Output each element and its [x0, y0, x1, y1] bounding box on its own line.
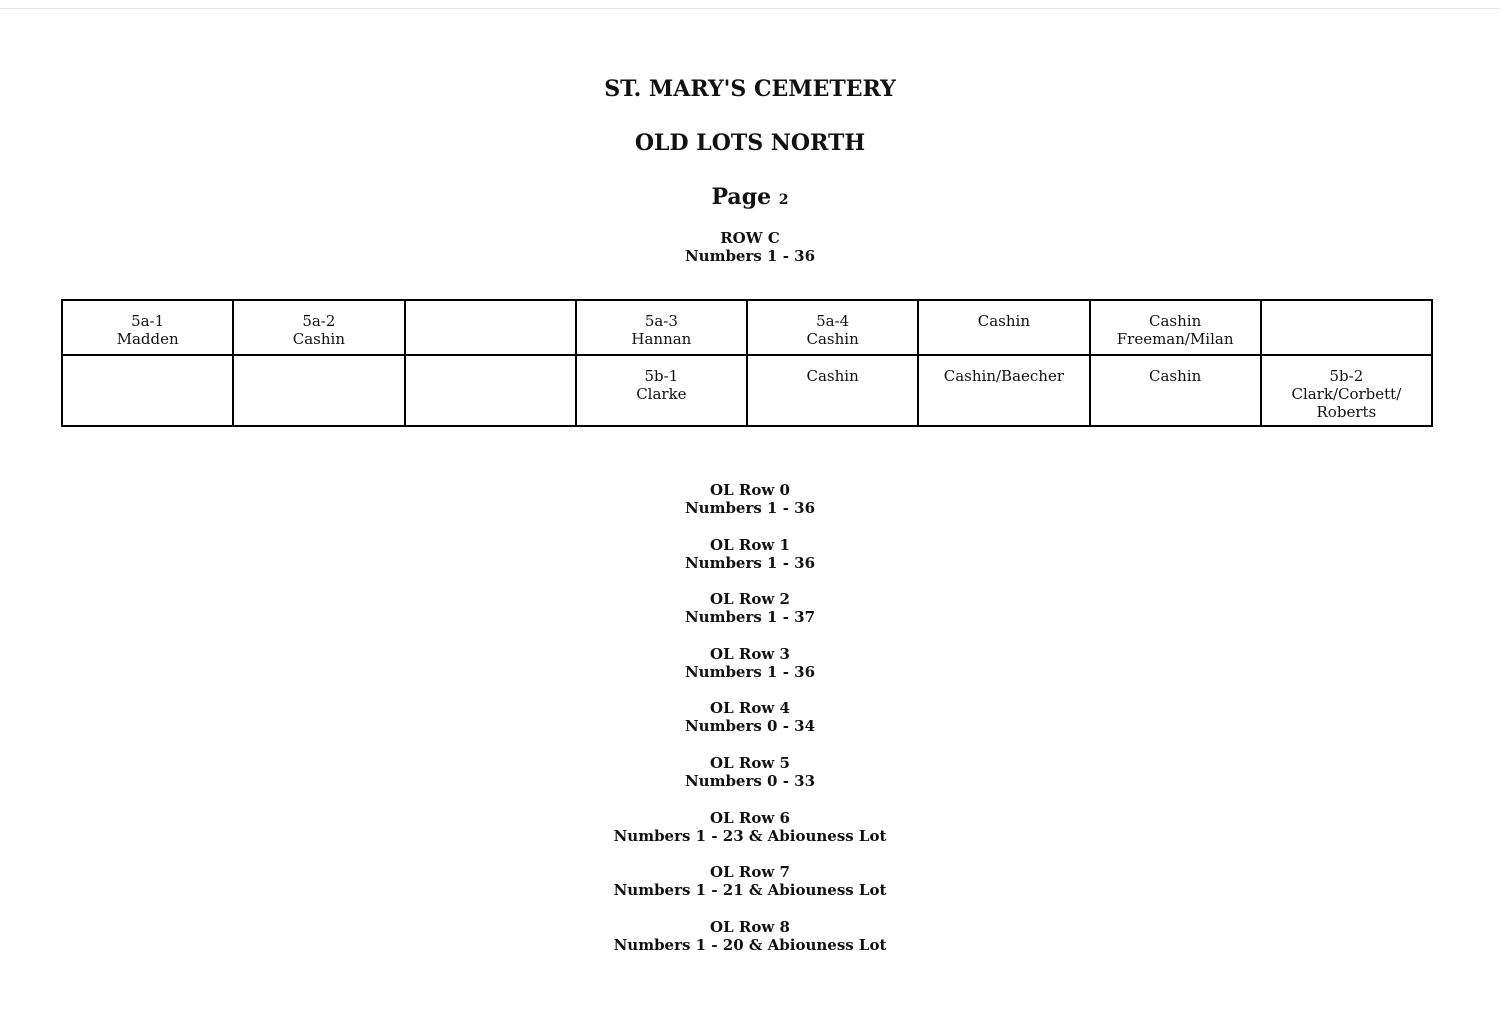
ol-row-entry	[0, 645, 1500, 700]
ol-row-label: OL Row 6	[710, 808, 790, 827]
lot-cell	[1261, 300, 1432, 355]
lot-id: 5b-2	[1329, 367, 1364, 385]
ol-row-label: OL Row 0	[710, 481, 790, 499]
lot-cell	[405, 355, 576, 426]
lot-id: 5b-1	[644, 367, 679, 385]
lot-owner: Clark/Corbett/	[1291, 385, 1402, 403]
ol-row-numbers: Numbers 1 - 21 & Abiouness Lot	[613, 881, 887, 900]
ol-row-entry	[0, 481, 1500, 536]
ol-row-numbers: Numbers 1 - 36	[684, 662, 816, 681]
page-heading	[0, 186, 1500, 208]
ol-row-label: OL Row 5	[710, 753, 790, 772]
ol-row-label: OL Row 4	[710, 699, 790, 718]
lot-id: Cashin	[806, 367, 859, 385]
lot-owner: Cashin	[292, 330, 345, 348]
page-number: 2	[778, 192, 789, 208]
ol-row-label: OL Row 2	[710, 590, 790, 609]
row-c-numbers: Numbers 1 - 36	[684, 247, 816, 265]
lot-owner: Hannan	[631, 330, 692, 348]
lot-cell	[1090, 300, 1261, 355]
lot-id: 5a-4	[816, 312, 850, 330]
ol-row-numbers: Numbers 1 - 20 & Abiouness Lot	[613, 935, 887, 954]
lot-cell	[918, 300, 1089, 355]
lot-owner: Freeman/Milan	[1116, 330, 1234, 348]
lot-owner-cont: Roberts	[1316, 403, 1377, 421]
lot-owner: Clarke	[636, 385, 687, 403]
lot-id: 5a-3	[644, 312, 678, 330]
lot-cell	[576, 300, 747, 355]
ol-row-entry	[0, 918, 1500, 973]
section-title: OLD LOTS NORTH	[634, 130, 866, 156]
lot-owner: Madden	[116, 330, 179, 348]
lot-cell	[233, 300, 404, 355]
ol-row-entry	[0, 809, 1500, 864]
ol-row-entry	[0, 754, 1500, 809]
lot-cell	[918, 355, 1089, 426]
lot-cell	[576, 355, 747, 426]
cemetery-title: ST. MARY'S CEMETERY	[604, 76, 896, 102]
row-c-label: ROW C	[720, 229, 780, 247]
lot-cell	[233, 355, 404, 426]
ol-row-label: OL Row 3	[710, 644, 790, 663]
page-top-edge	[0, 8, 1500, 9]
lot-grid-row-2	[62, 355, 1432, 426]
ol-row-entry	[0, 590, 1500, 645]
row-c-heading	[0, 229, 1500, 265]
ol-row-numbers: Numbers 1 - 37	[684, 608, 816, 627]
ol-row-numbers: Numbers 1 - 36	[684, 499, 816, 517]
lot-id: Cashin	[1149, 312, 1202, 330]
ol-row-numbers: Numbers 0 - 33	[684, 771, 816, 790]
ol-row-label: OL Row 1	[710, 535, 790, 554]
page-label: Page	[711, 184, 772, 210]
lot-id: Cashin	[1149, 367, 1202, 385]
lot-cell	[747, 300, 918, 355]
ol-row-entry	[0, 536, 1500, 591]
lot-owner: Cashin	[806, 330, 859, 348]
ol-row-entry	[0, 699, 1500, 754]
lot-grid	[61, 299, 1433, 427]
ol-row-entry	[0, 863, 1500, 918]
lot-id: Cashin/Baecher	[943, 367, 1064, 385]
ol-row-numbers: Numbers 1 - 36	[684, 553, 816, 572]
ol-row-list	[0, 481, 1500, 972]
ol-row-label: OL Row 7	[710, 863, 790, 882]
lot-id: 5a-2	[302, 312, 336, 330]
lot-cell	[62, 355, 233, 426]
ol-row-numbers: Numbers 1 - 23 & Abiouness Lot	[613, 826, 887, 845]
ol-row-label: OL Row 8	[710, 917, 790, 936]
lot-cell	[747, 355, 918, 426]
lot-cell	[405, 300, 576, 355]
ol-row-numbers: Numbers 0 - 34	[684, 717, 816, 736]
lot-id: Cashin	[977, 312, 1030, 330]
lot-cell	[1090, 355, 1261, 426]
lot-grid-row-1	[62, 300, 1432, 355]
lot-id: 5a-1	[131, 312, 165, 330]
lot-cell	[1261, 355, 1432, 426]
lot-cell	[62, 300, 233, 355]
